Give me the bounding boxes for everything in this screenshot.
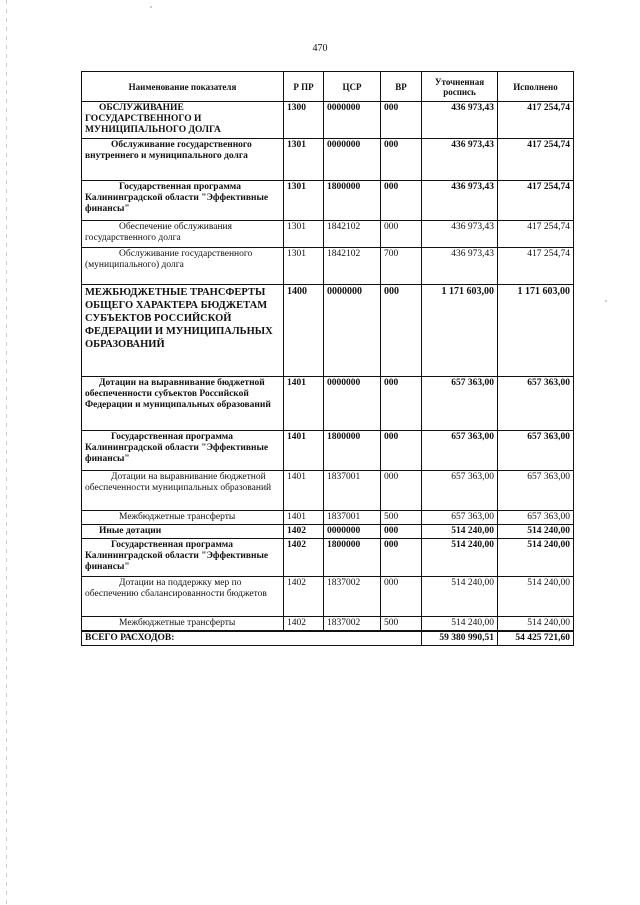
total-row — [82, 631, 574, 646]
row-executed: 417 254,74 — [498, 102, 574, 139]
row-planned: 514 240,00 — [422, 617, 498, 632]
table-row — [82, 471, 574, 511]
column-header-vr: ВР — [381, 72, 422, 102]
row-name: Дотации на поддержку мер по обеспечению сбалансированности бюджетов — [82, 577, 284, 617]
row-rpr: 1301 — [284, 181, 324, 221]
column-header-planned: Уточненная роспись — [422, 72, 498, 102]
row-name: Обслуживание государственного (муниципального) долга — [82, 248, 284, 285]
table-row — [82, 577, 574, 617]
row-planned: 436 973,43 — [422, 102, 498, 139]
row-vr: 000 — [381, 525, 422, 539]
scan-speck — [605, 300, 607, 302]
row-planned: 436 973,43 — [422, 139, 498, 181]
row-vr: 000 — [381, 221, 422, 248]
row-rpr: 1301 — [284, 248, 324, 285]
row-name: Межбюджетные трансферты — [82, 617, 284, 632]
expenditure-table — [81, 71, 574, 646]
row-vr: 000 — [381, 181, 422, 221]
row-executed: 514 240,00 — [498, 577, 574, 617]
row-planned: 514 240,00 — [422, 539, 498, 577]
row-csr: 1837002 — [324, 577, 381, 617]
row-name: Межбюджетные трансферты — [82, 511, 284, 525]
row-vr: 000 — [381, 102, 422, 139]
row-name: Обеспечение обслуживания государственного долга — [82, 221, 284, 248]
column-header-executed: Исполнено — [498, 72, 574, 102]
row-vr: 000 — [381, 539, 422, 577]
row-rpr: 1301 — [284, 221, 324, 248]
row-rpr: 1402 — [284, 617, 324, 632]
row-vr: 000 — [381, 577, 422, 617]
row-rpr: 1402 — [284, 539, 324, 577]
row-csr: 1800000 — [324, 431, 381, 471]
row-executed: 417 254,74 — [498, 139, 574, 181]
row-rpr: 1401 — [284, 431, 324, 471]
row-csr: 1800000 — [324, 181, 381, 221]
row-csr: 0000000 — [324, 525, 381, 539]
table-row — [82, 221, 574, 248]
row-executed: 514 240,00 — [498, 617, 574, 632]
row-rpr: 1401 — [284, 377, 324, 431]
table-row — [82, 511, 574, 525]
row-executed: 1 171 603,00 — [498, 285, 574, 377]
row-csr: 0000000 — [324, 285, 381, 377]
row-vr: 000 — [381, 377, 422, 431]
row-planned: 514 240,00 — [422, 577, 498, 617]
row-csr: 1842102 — [324, 248, 381, 285]
row-csr: 1837002 — [324, 617, 381, 632]
table-row — [82, 285, 574, 377]
row-csr: 1800000 — [324, 539, 381, 577]
row-executed: 417 254,74 — [498, 248, 574, 285]
table-row — [82, 139, 574, 181]
row-executed: 657 363,00 — [498, 431, 574, 471]
row-csr: 0000000 — [324, 139, 381, 181]
row-planned: 514 240,00 — [422, 525, 498, 539]
table-row — [82, 102, 574, 139]
table-row — [82, 248, 574, 285]
row-executed: 514 240,00 — [498, 539, 574, 577]
row-executed: 657 363,00 — [498, 377, 574, 431]
column-header-rpr: Р ПР — [284, 72, 324, 102]
total-planned: 59 380 990,51 — [422, 631, 498, 646]
total-executed: 54 425 721,60 — [498, 631, 574, 646]
row-executed: 417 254,74 — [498, 221, 574, 248]
page-number: 470 — [312, 43, 328, 54]
row-planned: 657 363,00 — [422, 377, 498, 431]
row-csr: 1837001 — [324, 471, 381, 511]
row-planned: 657 363,00 — [422, 431, 498, 471]
row-csr: 1842102 — [324, 221, 381, 248]
row-rpr: 1300 — [284, 102, 324, 139]
row-name: ОБСЛУЖИВАНИЕ ГОСУДАРСТВЕННОГО И МУНИЦИПАЛЬНОГО ДОЛГА — [82, 102, 284, 139]
row-rpr: 1402 — [284, 525, 324, 539]
row-rpr: 1401 — [284, 471, 324, 511]
row-planned: 436 973,43 — [422, 248, 498, 285]
row-executed: 657 363,00 — [498, 471, 574, 511]
row-csr: 1837001 — [324, 511, 381, 525]
table-row — [82, 617, 574, 632]
row-name: Обслуживание государственного внутреннего и муниципального долга — [82, 139, 284, 181]
total-label: ВСЕГО РАСХОДОВ: — [82, 631, 422, 646]
row-planned: 436 973,43 — [422, 221, 498, 248]
row-name: Государственная программа Калининградской области "Эффективные финансы" — [82, 181, 284, 221]
row-executed: 417 254,74 — [498, 181, 574, 221]
row-vr: 500 — [381, 511, 422, 525]
table-header-row — [82, 72, 574, 102]
table-row — [82, 377, 574, 431]
row-vr: 000 — [381, 431, 422, 471]
row-name: Государственная программа Калининградской области "Эффективные финансы" — [82, 539, 284, 577]
row-rpr: 1400 — [284, 285, 324, 377]
scan-speck — [150, 6, 152, 8]
row-vr: 000 — [381, 139, 422, 181]
table-row — [82, 525, 574, 539]
row-planned: 1 171 603,00 — [422, 285, 498, 377]
row-rpr: 1401 — [284, 511, 324, 525]
row-rpr: 1301 — [284, 139, 324, 181]
column-header-csr: ЦСР — [324, 72, 381, 102]
row-planned: 657 363,00 — [422, 471, 498, 511]
column-header-name: Наименование показателя — [82, 72, 284, 102]
row-planned: 436 973,43 — [422, 181, 498, 221]
scan-edge — [6, 0, 7, 905]
table-row — [82, 181, 574, 221]
row-executed: 657 363,00 — [498, 511, 574, 525]
row-name: Дотации на выравнивание бюджетной обеспеченности субъектов Российской Федерации и муниципальных образований — [82, 377, 284, 431]
row-csr: 0000000 — [324, 102, 381, 139]
row-name: Иные дотации — [82, 525, 284, 539]
row-vr: 700 — [381, 248, 422, 285]
row-name: Дотации на выравнивание бюджетной обеспеченности муниципальных образований — [82, 471, 284, 511]
row-planned: 657 363,00 — [422, 511, 498, 525]
row-name: Государственная программа Калининградской области "Эффективные финансы" — [82, 431, 284, 471]
row-name: МЕЖБЮДЖЕТНЫЕ ТРАНСФЕРТЫ ОБЩЕГО ХАРАКТЕРА БЮДЖЕТАМ СУБЪЕКТОВ РОССИЙСКОЙ ФЕДЕРАЦИИ И МУНИЦИПАЛЬНЫХ ОБРАЗОВАНИЙ — [82, 285, 284, 377]
row-vr: 000 — [381, 471, 422, 511]
row-vr: 000 — [381, 285, 422, 377]
row-vr: 500 — [381, 617, 422, 632]
row-executed: 514 240,00 — [498, 525, 574, 539]
row-rpr: 1402 — [284, 577, 324, 617]
table-row — [82, 539, 574, 577]
table-row — [82, 431, 574, 471]
row-csr: 0000000 — [324, 377, 381, 431]
